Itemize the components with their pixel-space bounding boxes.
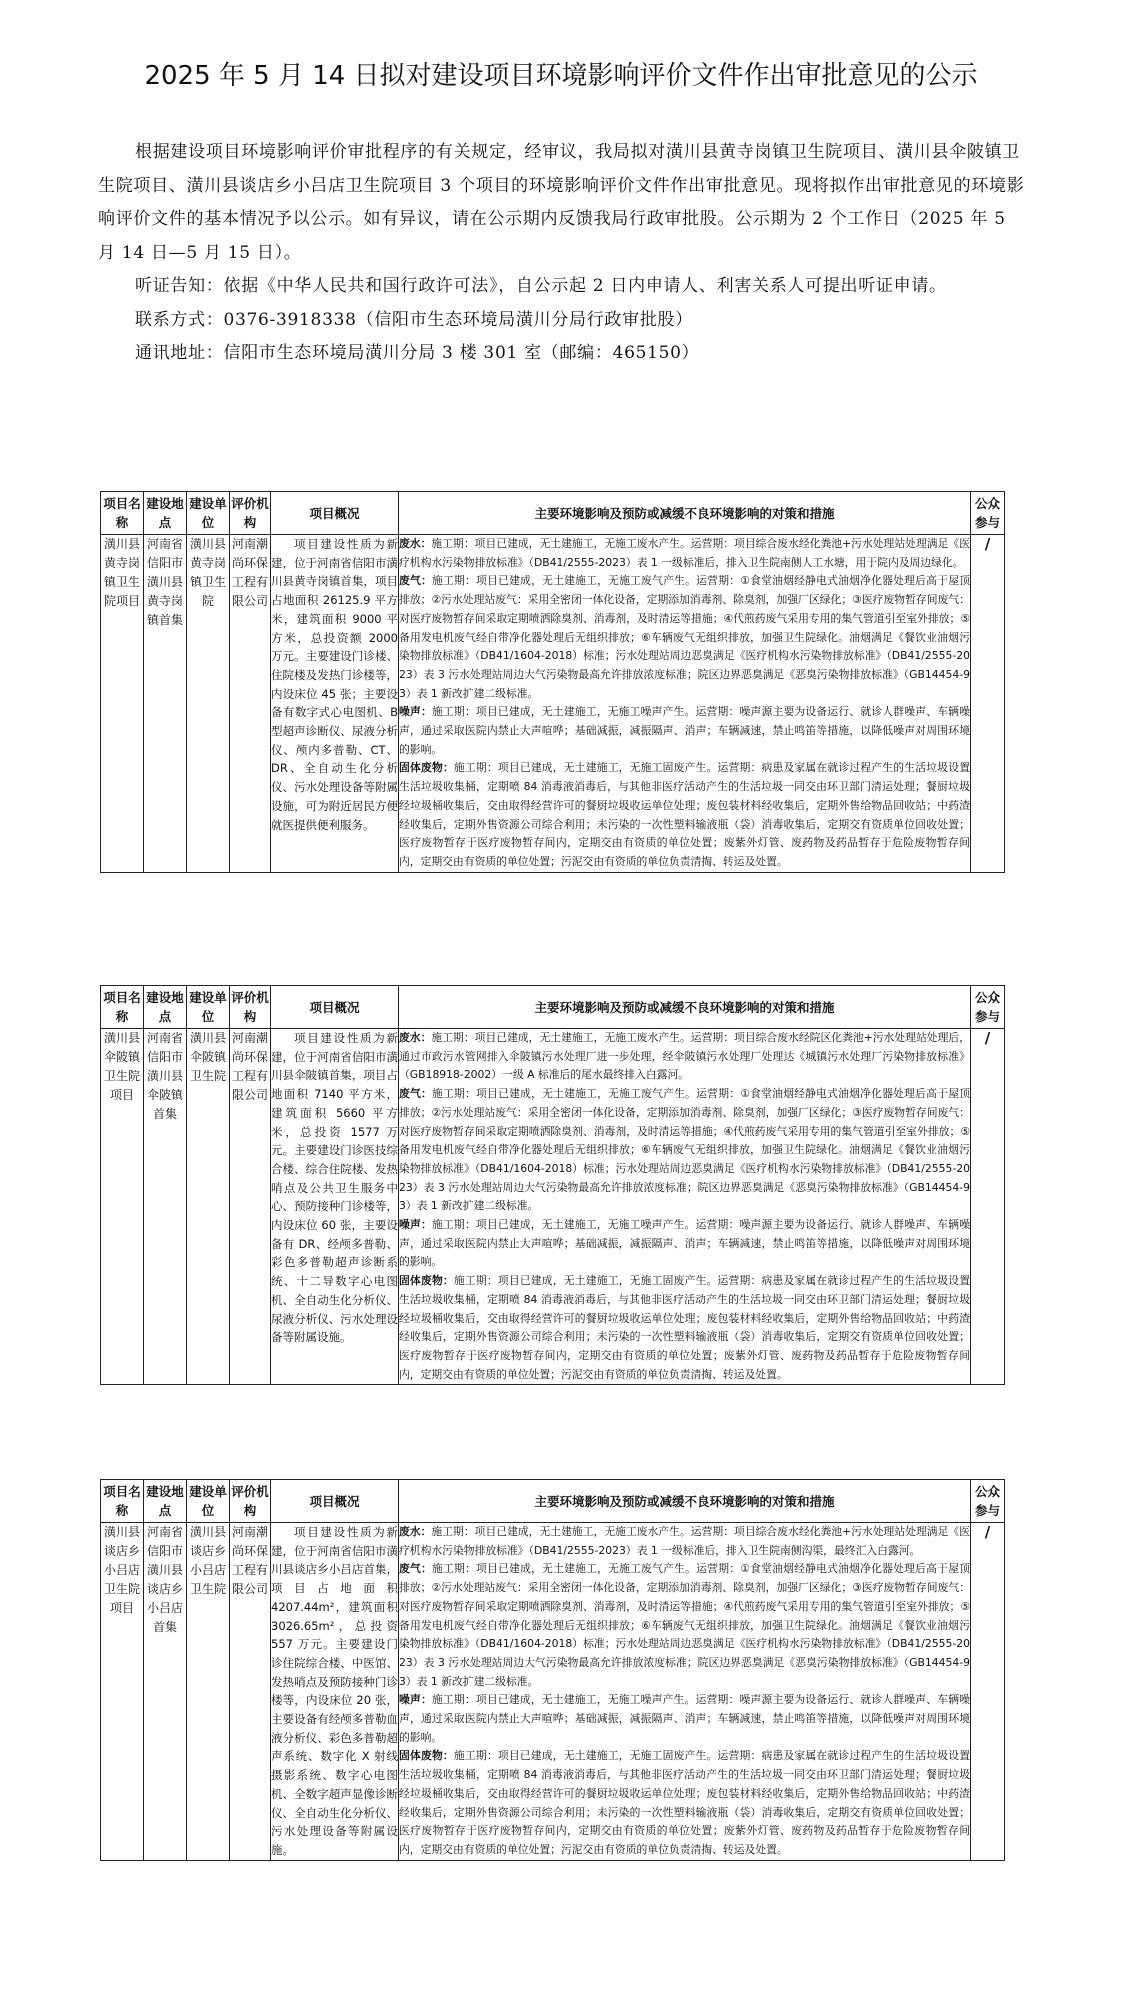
project-overview: 项目建设性质为新建，位于河南省信阳市潢川县黄寺岗镇首集，项目占地面积 26125.9 平方米，建筑面积 9000 平方米，总投资额 2000 万元。主要建设门诊楼、住院楼及发热门诊楼等，内设床位 45 张；主要设备有数字式心电图机、B 型超声诊断仪、尿液分析仪、颅内多普勒、CT、DR、全自动生化分析仪、污水处理设备等附属设施，可为附近居民方便就医提供便利服务。 (271, 535, 399, 873)
project-location: 河南省信阳市潢川县谈店乡小吕店首集 (144, 1523, 187, 1861)
header-overview: 项目概况 (271, 986, 399, 1029)
header-agency: 评价机构 (230, 1480, 271, 1523)
project-table-2 (100, 985, 1005, 1385)
header-project-name: 项目名称 (101, 492, 144, 535)
header-public: 公众参与 (971, 1480, 1005, 1523)
intro-paragraph: 根据建设项目环境影响评价审批程序的有关规定，经审议，我局拟对潢川县黄寺岗镇卫生院项目、潢川县伞陂镇卫生院项目、潢川县谈店乡小吕店卫生院项目 3 个项目的环境影响评价文件作出审批意见。现将拟作出审批意见的环境影响评价文件的基本情况予以公示。如有异议，请在公示期内反馈我局行政审批股。公示期为 2 个工作日（2025 年 5 月 14 日—5 月 15 日）。 (98, 142, 1025, 263)
header-location: 建设地点 (144, 986, 187, 1029)
table-header-row (101, 492, 1005, 535)
measure-solid-waste: 固体废物：施工期：项目已建成，无土建施工，无施工固废产生。运营期：病患及家属在就诊过程产生的生活垃圾设置生活垃圾收集桶，定期喷 84 消毒液消毒后，与其他非医疗活动产生的生活垃圾一同交由环卫部门清运处理；餐厨垃圾经垃圾桶收集后，交由取得经营许可的餐厨垃圾收运单位处理；废包装材料经收集后，定期外售给物品回收站；中药渣经收集后，定期外售资源公司综合利用；未污染的一次性塑料输液瓶（袋）消毒收集后，定期交有资质单位回收处置；医疗废物暂存于医疗废物暂存间内，定期交由有资质的单位处置；废紫外灯管、废药物及药品暂存于危险废物暂存间内，定期交由有资质的单位处置；污泥交由有资质的单位负责清掏、转运及处置。 (399, 1749, 970, 1856)
project-unit: 潢川县伞陂镇卫生院 (187, 1029, 230, 1385)
project-agency: 河南潮尚环保工程有限公司 (230, 535, 271, 873)
measure-noise: 噪声：施工期：项目已建成，无土建施工，无施工噪声产生。运营期：噪声源主要为设备运行、就诊人群噪声、车辆噪声，通过采取医院内禁止大声喧哗；基础减振，减振隔声、消声；车辆减速，禁止鸣笛等措施，以降低噪声对周围环境的影响。 (399, 705, 970, 756)
measure-noise: 噪声：施工期：项目已建成，无土建施工，无施工噪声产生。运营期：噪声源主要为设备运行、就诊人群噪声、车辆噪声，通过采取医院内禁止大声喧哗；基础减振，减振隔声、消声；车辆减速，禁止鸣笛等措施，以降低噪声对周围环境的影响。 (399, 1218, 970, 1269)
measure-gas: 废气：施工期：项目已建成，无土建施工，无施工废气产生。运营期：①食堂油烟经静电式油烟净化器处理后高于屋顶排放；②污水处理站废气：采用全密闭一体化设备，定期添加消毒剂、除臭剂，加强厂区绿化；③医疗废物暂存间废气：对医疗废物暂存间采取定期喷洒除臭剂、消毒剂，及时清运等措施；④代煎药废气采用专用的集气管道引至室外排放；⑤备用发电机废气经自带净化器处理后无组织排放；⑥车辆废气无组织排放，加强卫生院绿化。油烟满足《餐饮业油烟污染物排放标准》（DB41/1604-2018）标准；污水处理站周边恶臭满足《医疗机构水污染物排放标准》（DB41/2555-2023）表 3 污水处理站周边大气污染物最高允许排放浓度标准；院区边界恶臭满足《恶臭污染物排放标准》（GB14454-93）表 1 新改扩建二级标准。 (399, 1562, 971, 1688)
header-unit: 建设单位 (187, 986, 230, 1029)
measure-water: 废水：施工期：项目已建成，无土建施工，无施工废水产生。运营期：项目综合废水经化粪池+污水处理站处理满足《医疗机构水污染物排放标准》（DB41/2555-2023）表 1 一级标准后，排入卫生院南侧沟渠，最终汇入白露河。 (399, 1525, 970, 1557)
header-overview: 项目概况 (271, 492, 399, 535)
header-agency: 评价机构 (230, 492, 271, 535)
public-participation: / (971, 535, 1005, 873)
measure-water: 废水：施工期：项目已建成，无土建施工，无施工废水产生。运营期：项目综合废水经院区化粪池+污水处理站处理后，通过市政污水管网排入伞陂镇污水处理厂进一步处理，经伞陂镇污水处理厂处理达《城镇污水处理厂污染物排放标准》（GB18918-2002）一级 A 标准后的尾水最终排入白露河。 (399, 1031, 970, 1082)
header-project-name: 项目名称 (101, 986, 144, 1029)
measure-noise: 噪声：施工期：项目已建成，无土建施工，无施工噪声产生。运营期：噪声源主要为设备运行、就诊人群噪声、车辆噪声，通过采取医院内禁止大声喧哗；基础减振，减振隔声、消声；车辆减速，禁止鸣笛等措施，以降低噪声对周围环境的影响。 (399, 1693, 970, 1744)
table-row (101, 1029, 1005, 1385)
project-agency: 河南潮尚环保工程有限公司 (230, 1523, 271, 1861)
measure-solid-waste: 固体废物：施工期：项目已建成，无土建施工，无施工固废产生。运营期：病患及家属在就诊过程产生的生活垃圾设置生活垃圾收集桶，定期喷 84 消毒液消毒后，与其他非医疗活动产生的生活垃圾一同交由环卫部门清运处理；餐厨垃圾经垃圾桶收集后，交由取得经营许可的餐厨垃圾收运单位处理；废包装材料经收集后，定期外售给物品回收站；中药渣经收集后，定期外售资源公司综合利用；未污染的一次性塑料输液瓶（袋）消毒收集后，定期交有资质单位回收处置；医疗废物暂存于医疗废物暂存间内，定期交由有资质的单位处置；废紫外灯管、废药物及药品暂存于危险废物暂存间内，定期交由有资质的单位处置；污泥交由有资质的单位负责清掏、转运及处置。 (399, 1274, 970, 1381)
measure-gas: 废气：施工期：项目已建成，无土建施工，无施工废气产生。运营期：①食堂油烟经静电式油烟净化器处理后高于屋顶排放；②污水处理站废气：采用全密闭一体化设备，定期添加消毒剂、除臭剂，加强厂区绿化；③医疗废物暂存间废气：对医疗废物暂存间采取定期喷洒除臭剂、消毒剂，及时清运等措施；④代煎药废气采用专用的集气管道引至室外排放；⑤备用发电机废气经自带净化器处理后无组织排放；⑥车辆废气无组织排放，加强卫生院绿化。油烟满足《餐饮业油烟污染物排放标准》（DB41/1604-2018）标准；污水处理站周边恶臭满足《医疗机构水污染物排放标准》（DB41/2555-2023）表 3 污水处理站周边大气污染物最高允许排放浓度标准；院区边界恶臭满足《恶臭污染物排放标准》（GB14454-93）表 1 新改扩建二级标准。 (399, 574, 971, 700)
table-header-row (101, 986, 1005, 1029)
header-unit: 建设单位 (187, 1480, 230, 1523)
header-agency: 评价机构 (230, 986, 271, 1029)
project-overview: 项目建设性质为新建，位于河南省信阳市潢川县伞陂镇首集，项目占地面积 7140 平方米，建筑面积 5660 平方米，总投资 1577 万元。主要建设门诊医技综合楼、综合住院楼、发热哨点及公共卫生服务中心、预防接种门诊楼等，内设床位 60 张，主要设备有 DR、经颅多普勒、彩色多普勒超声诊断系统、十二导数字心电图机、全自动生化分析仪、尿液分析仪、污水处理设备等附属设施。 (271, 1029, 399, 1385)
contact-line: 联系方式：0376-3918338（信阳市生态环境局潢川分局行政审批股） (135, 309, 693, 330)
public-participation: / (971, 1523, 1005, 1861)
header-measures: 主要环境影响及预防或减缓不良环境影响的对策和措施 (399, 492, 971, 535)
address-line: 通讯地址：信阳市生态环境局潢川分局 3 楼 301 室（邮编：465150） (135, 343, 700, 363)
project-name: 潢川县伞陂镇卫生院项目 (101, 1029, 144, 1385)
project-name: 潢川县谈店乡小吕店卫生院项目 (101, 1523, 144, 1861)
project-measures (399, 535, 971, 873)
table-row (101, 1523, 1005, 1861)
intro-section (98, 136, 1026, 371)
header-public: 公众参与 (971, 986, 1005, 1029)
header-project-name: 项目名称 (101, 1480, 144, 1523)
public-participation: / (971, 1029, 1005, 1385)
header-location: 建设地点 (144, 492, 187, 535)
measure-solid-waste: 固体废物：施工期：项目已建成，无土建施工，无施工固废产生。运营期：病患及家属在就诊过程产生的生活垃圾设置生活垃圾收集桶，定期喷 84 消毒液消毒后，与其他非医疗活动产生的生活垃圾一同交由环卫部门清运处理；餐厨垃圾经垃圾桶收集后，交由取得经营许可的餐厨垃圾收运单位处理；废包装材料经收集后，定期外售给物品回收站；中药渣经收集后，定期外售资源公司综合利用；未污染的一次性塑料输液瓶（袋）消毒收集后，定期交有资质单位回收处置；医疗废物暂存于医疗废物暂存间内，定期交由有资质的单位处置；废紫外灯管、废药物及药品暂存于危险废物暂存间内，定期交由有资质的单位处置；污泥交由有资质的单位负责清掏、转运及处置。 (399, 761, 970, 868)
header-measures: 主要环境影响及预防或减缓不良环境影响的对策和措施 (399, 986, 971, 1029)
header-measures: 主要环境影响及预防或减缓不良环境影响的对策和措施 (399, 1480, 971, 1523)
measure-water: 废水：施工期：项目已建成，无土建施工，无施工废水产生。运营期：项目综合废水经化粪池+污水处理站处理满足《医疗机构水污染物排放标准》（DB41/2555-2023）表 1 一级标准后，排入卫生院南侧人工水塘，用于院内及周边绿化。 (399, 537, 970, 569)
project-unit: 潢川县谈店乡小吕店卫生院 (187, 1523, 230, 1861)
project-location: 河南省信阳市潢川县黄寺岗镇首集 (144, 535, 187, 873)
project-name: 潢川县黄寺岗镇卫生院项目 (101, 535, 144, 873)
table-row (101, 535, 1005, 873)
header-overview: 项目概况 (271, 1480, 399, 1523)
measure-gas: 废气：施工期：项目已建成，无土建施工，无施工废气产生。运营期：①食堂油烟经静电式油烟净化器处理后高于屋顶排放；②污水处理站废气：采用全密闭一体化设备，定期添加消毒剂、除臭剂，加强厂区绿化；③医疗废物暂存间废气：对医疗废物暂存间采取定期喷洒除臭剂、消毒剂，及时清运等措施；④代煎药废气采用专用的集气管道引至室外排放；⑤备用发电机废气经自带净化器处理后无组织排放；⑥车辆废气无组织排放，加强卫生院绿化。油烟满足《餐饮业油烟污染物排放标准》（DB41/1604-2018）标准；污水处理站周边恶臭满足《医疗机构水污染物排放标准》（DB41/2555-2023）表 3 污水处理站周边大气污染物最高允许排放浓度标准；院区边界恶臭满足《恶臭污染物排放标准》（GB14454-93）表 1 新改扩建二级标准。 (399, 1087, 971, 1213)
header-unit: 建设单位 (187, 492, 230, 535)
project-table-3 (100, 1479, 1005, 1861)
hearing-notice: 听证告知：依据《中华人民共和国行政许可法》，自公示起 2 日内申请人、利害关系人可提出听证申请。 (135, 276, 947, 296)
page-title: 2025 年 5 月 14 日拟对建设项目环境影响评价文件作出审批意见的公示 (144, 61, 978, 91)
project-location: 河南省信阳市潢川县伞陂镇首集 (144, 1029, 187, 1385)
header-public: 公众参与 (971, 492, 1005, 535)
project-measures (399, 1523, 971, 1861)
project-overview: 项目建设性质为新建，位于河南省信阳市潢川县谈店乡小吕店首集，项目占地面积 4207.44m²，建筑面积 3026.65m²，总投资 557 万元。主要建设门诊住院综合楼、中医馆、发热哨点及预防接种门诊楼等，内设床位 20 张，主要设备有经颅多普勒血液分析仪、彩色多普勒超声系统、数字化 X 射线摄影系统、数字心电图机、全数字超声显像诊断仪、全自动生化分析仪、污水处理设备等附属设施。 (271, 1523, 399, 1861)
project-unit: 潢川县黄寺岗镇卫生院 (187, 535, 230, 873)
project-measures (399, 1029, 971, 1385)
header-location: 建设地点 (144, 1480, 187, 1523)
project-agency: 河南潮尚环保工程有限公司 (230, 1029, 271, 1385)
project-table-1 (100, 491, 1005, 873)
table-header-row (101, 1480, 1005, 1523)
